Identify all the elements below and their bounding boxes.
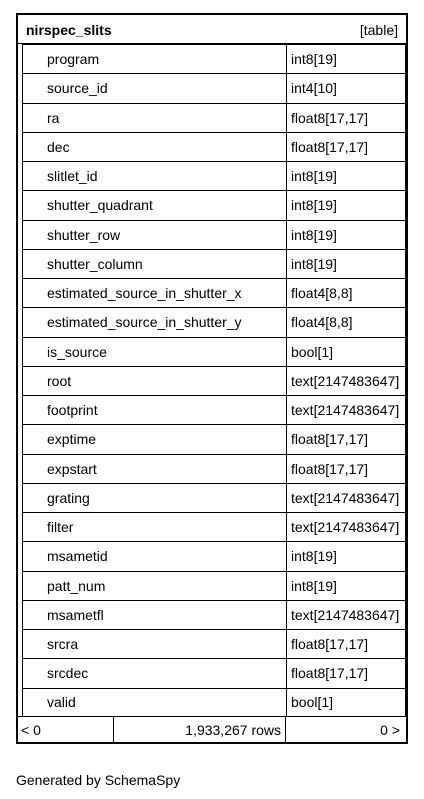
- column-row: [18, 161, 406, 190]
- column-type: int8[19]: [286, 249, 406, 278]
- column-type: int8[19]: [286, 44, 406, 73]
- column-type: int8[19]: [286, 541, 406, 570]
- column-type: float8[17,17]: [286, 658, 406, 687]
- column-type: text[2147483647]: [286, 366, 406, 395]
- column-row: [18, 688, 406, 717]
- column-name[interactable]: root: [22, 366, 287, 395]
- column-name[interactable]: shutter_quadrant: [22, 190, 287, 219]
- column-type: text[2147483647]: [286, 395, 406, 424]
- column-row: [18, 220, 406, 249]
- column-row: [18, 366, 406, 395]
- column-name[interactable]: patt_num: [22, 571, 287, 600]
- column-row: [18, 337, 406, 366]
- column-name[interactable]: msametid: [22, 541, 287, 570]
- column-name[interactable]: slitlet_id: [22, 161, 287, 190]
- column-name[interactable]: srcra: [22, 629, 287, 658]
- column-row: [18, 483, 406, 512]
- column-name[interactable]: filter: [22, 512, 287, 541]
- column-type: int4[10]: [286, 73, 406, 102]
- column-type: text[2147483647]: [286, 600, 406, 629]
- table-entity: [16, 13, 408, 744]
- column-name[interactable]: grating: [22, 483, 287, 512]
- column-type: float8[17,17]: [286, 424, 406, 453]
- column-type: text[2147483647]: [286, 483, 406, 512]
- table-kind-label: [table]: [359, 22, 398, 38]
- column-type: float8[17,17]: [286, 103, 406, 132]
- column-name[interactable]: dec: [22, 132, 287, 161]
- generated-by-footer: Generated by SchemaSpy: [16, 772, 181, 788]
- column-type: text[2147483647]: [286, 512, 406, 541]
- column-name[interactable]: shutter_column: [22, 249, 287, 278]
- column-list: [18, 44, 406, 717]
- column-name[interactable]: shutter_row: [22, 220, 287, 249]
- column-type: int8[19]: [286, 220, 406, 249]
- column-row: [18, 249, 406, 278]
- column-name[interactable]: program: [22, 44, 287, 73]
- parent-count: < 0: [18, 717, 114, 742]
- table-name[interactable]: nirspec_slits: [26, 22, 112, 38]
- column-name[interactable]: is_source: [22, 337, 287, 366]
- column-name[interactable]: ra: [22, 103, 287, 132]
- column-name[interactable]: source_id: [22, 73, 287, 102]
- column-name[interactable]: estimated_source_in_shutter_y: [22, 307, 287, 336]
- column-row: [18, 132, 406, 161]
- column-name[interactable]: expstart: [22, 454, 287, 483]
- column-row: [18, 278, 406, 307]
- column-type: float8[17,17]: [286, 454, 406, 483]
- column-name[interactable]: exptime: [22, 424, 287, 453]
- row-count: 1,933,267 rows: [114, 717, 286, 742]
- column-row: [18, 73, 406, 102]
- column-row: [18, 454, 406, 483]
- column-row: [18, 600, 406, 629]
- column-row: [18, 307, 406, 336]
- column-type: bool[1]: [286, 337, 406, 366]
- column-row: [18, 424, 406, 453]
- column-name[interactable]: valid: [22, 688, 287, 717]
- column-name[interactable]: msametfl: [22, 600, 287, 629]
- column-row: [18, 190, 406, 219]
- column-type: int8[19]: [286, 190, 406, 219]
- table-footer: [18, 716, 406, 742]
- column-type: float8[17,17]: [286, 132, 406, 161]
- column-type: int8[19]: [286, 161, 406, 190]
- column-type: float4[8,8]: [286, 307, 406, 336]
- column-type: int8[19]: [286, 571, 406, 600]
- column-name[interactable]: estimated_source_in_shutter_x: [22, 278, 287, 307]
- column-type: float4[8,8]: [286, 278, 406, 307]
- column-row: [18, 395, 406, 424]
- column-row: [18, 658, 406, 687]
- column-row: [18, 44, 406, 73]
- column-type: bool[1]: [286, 688, 406, 717]
- column-row: [18, 571, 406, 600]
- column-row: [18, 103, 406, 132]
- column-row: [18, 629, 406, 658]
- column-name[interactable]: srcdec: [22, 658, 287, 687]
- column-name[interactable]: footprint: [22, 395, 287, 424]
- column-row: [18, 541, 406, 570]
- column-type: float8[17,17]: [286, 629, 406, 658]
- column-row: [18, 512, 406, 541]
- table-header: [18, 15, 406, 44]
- child-count: 0 >: [380, 721, 400, 738]
